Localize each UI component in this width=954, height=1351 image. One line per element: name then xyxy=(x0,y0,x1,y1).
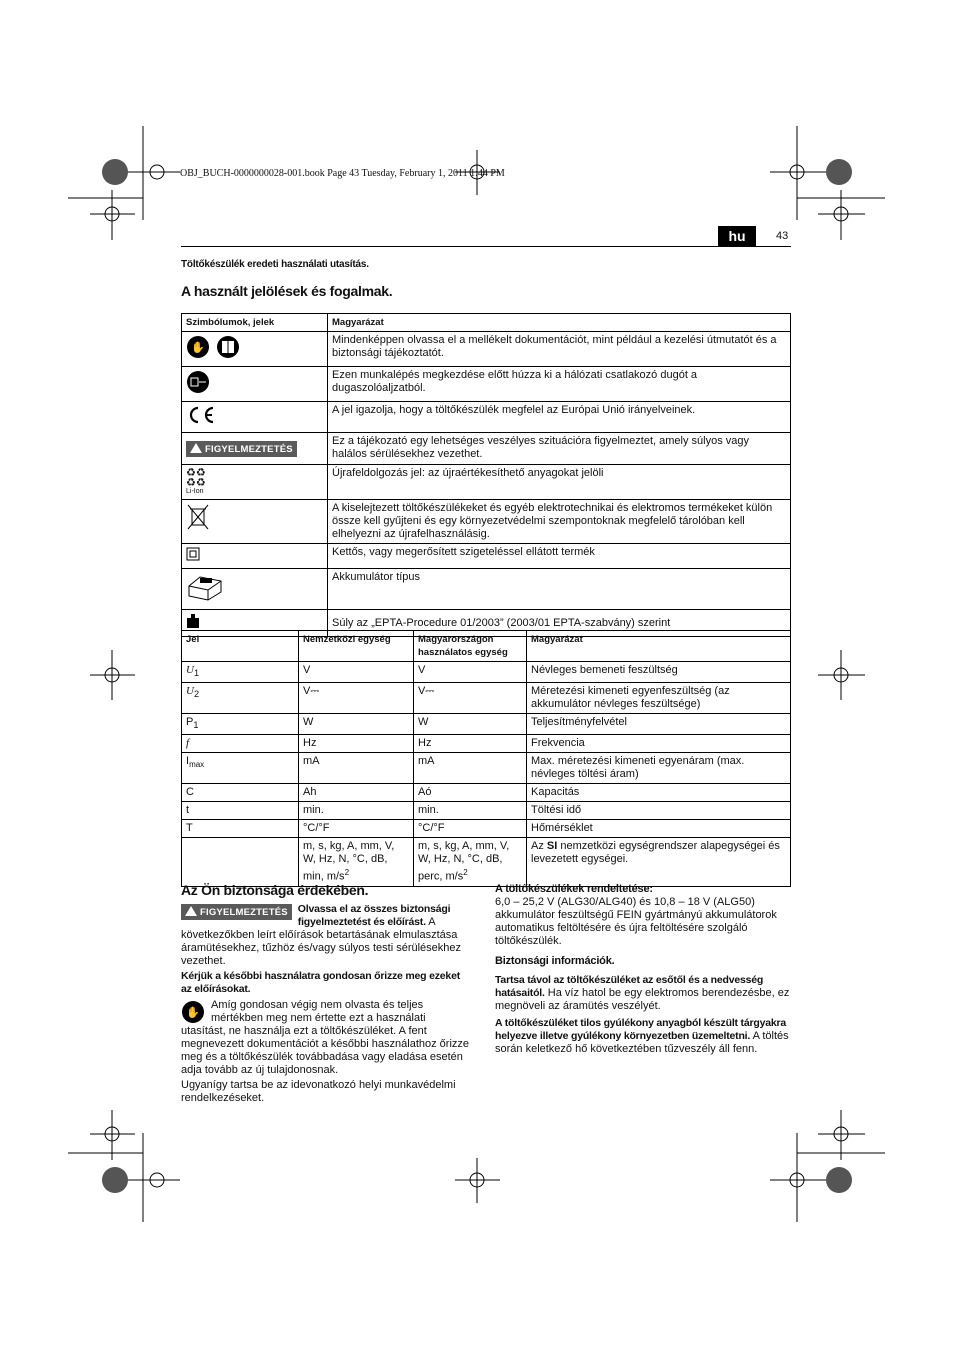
read-manual-icon xyxy=(186,335,242,359)
ce-mark-icon xyxy=(186,405,216,425)
symbols-header-explanation: Magyarázat xyxy=(328,314,791,332)
si-desc-bold: SI xyxy=(546,840,558,853)
table-row xyxy=(182,367,791,402)
unit-symbol: C xyxy=(182,784,299,802)
unit-hu: Aó xyxy=(414,784,527,802)
unit-desc: Töltési idő xyxy=(527,802,791,820)
units-table xyxy=(181,630,791,887)
unit-symbol: I xyxy=(186,755,190,768)
si-units-hu: m, s, kg, A, mm, V, W, Hz, N, °C, dB, perc, m/s xyxy=(418,840,510,884)
table-row xyxy=(182,784,791,802)
svg-text:✋: ✋ xyxy=(191,341,205,354)
table-row xyxy=(182,714,791,735)
safety-paragraph-2 xyxy=(495,1017,791,1056)
unit-symbol-sub: 1 xyxy=(193,668,200,679)
symbol-desc: Ezen munkalépés megkezdése előtt húzza ki a hálózati csatlakozó dugót a dugaszolóaljzatból. xyxy=(328,367,791,402)
document-title: Töltőkészülék eredeti használati utasítás. xyxy=(181,259,369,270)
units-header-row xyxy=(182,631,791,662)
purpose-title: A töltőkészülékek rendeltetése: xyxy=(495,883,653,895)
unit-symbol: f xyxy=(186,737,190,750)
si-desc-pre: Az xyxy=(531,840,547,853)
unit-desc: Névleges bemeneti feszültség xyxy=(527,662,791,683)
warning-label-text: FIGYELMEZTETÉS xyxy=(205,443,293,455)
safety-p1-text: Ha víz hatol be egy elektromos berendezésbe, ez megnöveli az áramütés veszélyét. xyxy=(495,987,790,1012)
warning-triangle-icon xyxy=(185,906,197,916)
table-row xyxy=(182,683,791,714)
unit-symbol: U xyxy=(186,685,194,698)
warning-text: A következőkben leírt előírások betartásának elmulasztása áramütésekhez, tűzhöz és/vagy súlyos testi sérülésekhez vezethet. xyxy=(181,916,462,967)
right-column xyxy=(495,883,791,1056)
unit-desc: Teljesítményfelvétel xyxy=(527,714,791,735)
unit-symbol: t xyxy=(182,802,299,820)
read-paragraph xyxy=(181,999,473,1077)
unit-intl: V xyxy=(299,662,414,683)
safety-p2-bold: A töltőkészüléket tilos gyúlékony anyagból készült tárgyakra helyezve illetve gyúlékony környezetben üzemeltetni. xyxy=(495,1017,787,1042)
table-row xyxy=(182,820,791,838)
crossed-bin-icon xyxy=(186,503,210,531)
recycle-icon: ♻♻ ♻♻ xyxy=(186,467,206,489)
unit-desc: Hőmérséklet xyxy=(527,820,791,838)
units-header-explanation: Magyarázat xyxy=(527,631,791,662)
svg-text:✋: ✋ xyxy=(186,1006,200,1019)
warning-triangle-icon xyxy=(190,443,202,453)
table-row xyxy=(182,465,791,500)
unit-desc: Max. méretezési kimeneti egyenáram (max. névleges töltési áram) xyxy=(527,753,791,784)
symbols-header-row xyxy=(182,314,791,332)
file-header: OBJ_BUCH-0000000028-001.book Page 43 Tuesday, February 1, 2011 1:44 PM xyxy=(180,168,505,179)
symbol-desc: Újrafeldolgozás jel: az újraértékesíthető anyagokat jelöli xyxy=(328,465,791,500)
unit-intl: W xyxy=(299,714,414,735)
warning-paragraph xyxy=(181,903,473,968)
symbol-desc: Akkumulátor típus xyxy=(328,569,791,610)
unit-hu: °C/°F xyxy=(414,820,527,838)
header-rule xyxy=(181,246,791,247)
table-row xyxy=(182,500,791,544)
units-header-symbol: Jel xyxy=(182,631,299,662)
si-units-intl: m, s, kg, A, mm, V, W, Hz, N, °C, dB, min, m/s xyxy=(303,840,395,884)
unit-intl: mA xyxy=(299,753,414,784)
unit-symbol: P xyxy=(186,716,194,729)
safety-p2-text: A töltés során keletkező hő következtében tűzveszély áll fenn. xyxy=(495,1030,789,1055)
unit-hu: min. xyxy=(414,802,527,820)
table-row xyxy=(182,544,791,569)
si-units-hu-sup: 2 xyxy=(463,868,468,878)
purpose-text: 6,0 – 25,2 V (ALG30/ALG40) és 10,8 – 18 V (ALG50) akkumulátor feszültségű FEIN gyártmányú akkumulátorok automatikus feltöltésére és újra feltöltésére szolgáló töltőkészülék. xyxy=(495,896,777,947)
unit-symbol: T xyxy=(182,820,299,838)
unit-hu: V xyxy=(414,662,527,683)
unit-hu: mA xyxy=(414,753,527,784)
unit-intl: °C/°F xyxy=(299,820,414,838)
section-title-symbols: A használt jelölések és fogalmak. xyxy=(181,283,393,299)
page-number: 43 xyxy=(776,230,789,242)
symbol-desc: Súly az „EPTA-Procedure 01/2003” (2003/01 EPTA-szabvány) szerint xyxy=(328,610,791,637)
double-insulation-icon xyxy=(186,547,200,561)
symbol-desc: Mindenképpen olvassa el a mellékelt dokumentációt, mint például a kezelési útmutatót és a biztonsági tájékoztatót. xyxy=(328,332,791,367)
unit-symbol: U xyxy=(186,664,194,676)
table-row xyxy=(182,332,791,367)
table-row xyxy=(182,569,791,610)
unplug-icon xyxy=(186,370,212,394)
read-text: Amíg gondosan végig nem olvasta és teljes mértékben meg nem értette ezt a használati utasítást, ne használja ezt a töltőkészüléket. A fent megnevezett dokumentációt a későbbi használathoz őrizze meg és a töltőkészülék továbbadása vagy eladása esetén adja tovább az új tulajdonosnak. xyxy=(181,999,470,1076)
si-desc-post: nemzetközi egységrendszer alapegységei és levezetett egységei. xyxy=(531,840,780,866)
unit-intl: Ah xyxy=(299,784,414,802)
warning-label xyxy=(181,904,292,920)
keep-instructions: Kérjük a későbbi használatra gondosan őrizze meg ezeket az előírásokat. xyxy=(181,970,461,995)
unit-symbol-sub: 1 xyxy=(193,720,199,731)
left-column xyxy=(181,903,473,1105)
unit-desc: Méretezési kimeneti egyenfeszültség (az akkumulátor névleges feszültsége) xyxy=(527,683,791,714)
unit-intl: min. xyxy=(299,802,414,820)
section-title-safety: Az Ön biztonsága érdekében. xyxy=(181,882,369,898)
battery-pack-icon xyxy=(186,572,224,602)
warning-label xyxy=(186,441,297,457)
warning-label-text: FIGYELMEZTETÉS xyxy=(200,907,288,918)
units-header-international: Nemzetközi egység xyxy=(299,631,414,662)
symbol-desc: Kettős, vagy megerősített szigeteléssel ellátott termék xyxy=(328,544,791,569)
safety-paragraph-1 xyxy=(495,974,791,1013)
unit-hu: W xyxy=(414,714,527,735)
liion-label: Li-Ion xyxy=(186,488,204,495)
unit-symbol-sub: 2 xyxy=(193,689,200,700)
language-badge: hu xyxy=(718,226,756,246)
warning-bold: Olvassa el az összes biztonsági figyelmeztetést és előírást. xyxy=(297,903,451,928)
table-row xyxy=(182,802,791,820)
table-row xyxy=(182,402,791,433)
symbol-desc: A jel igazolja, hogy a töltőkészülék megfelel az Európai Unió irányelveinek. xyxy=(328,402,791,433)
symbol-desc: A kiselejtezett töltőkészülékeket és egyéb elektrotechnikai és elektromos termékeket külön össze kell gyűjteni és egy környezetvédelmi szempontoknak megfelelő tárolóban kell elhelyezni az újrafelhasználásig. xyxy=(328,500,791,544)
unit-desc: Kapacitás xyxy=(527,784,791,802)
symbols-header-symbol: Szimbólumok, jelek xyxy=(182,314,328,332)
table-row xyxy=(182,753,791,784)
table-row xyxy=(182,433,791,465)
table-row xyxy=(182,735,791,753)
unit-hu: Hz xyxy=(414,735,527,753)
also-text: Ugyanígy tartsa be az idevonatkozó helyi munkavédelmi rendelkezéseket. xyxy=(181,1079,456,1104)
read-manual-icon xyxy=(181,1000,205,1024)
symbol-desc: Ez a tájékozató egy lehetséges veszélyes szituációra figyelmeztet, amely súlyos vagy halálos sérülésekhez vezethet. xyxy=(328,433,791,465)
units-header-hungarian: Magyarországon használatos egység xyxy=(414,631,527,662)
unit-desc: Frekvencia xyxy=(527,735,791,753)
unit-symbol-sub: max xyxy=(189,760,205,770)
unit-intl: V⎓ xyxy=(299,683,414,714)
unit-hu: V⎓ xyxy=(414,683,527,714)
weight-icon xyxy=(186,613,200,629)
safety-p1-bold: Tartsa távol az töltőkészüléket az esőtől és a nedvesség hatásaitól. xyxy=(495,974,764,999)
symbols-table xyxy=(181,313,791,637)
safety-title: Biztonsági információk. xyxy=(495,955,615,967)
unit-intl: Hz xyxy=(299,735,414,753)
table-row xyxy=(182,838,791,887)
si-units-intl-sup: 2 xyxy=(344,868,350,878)
table-row xyxy=(182,662,791,683)
